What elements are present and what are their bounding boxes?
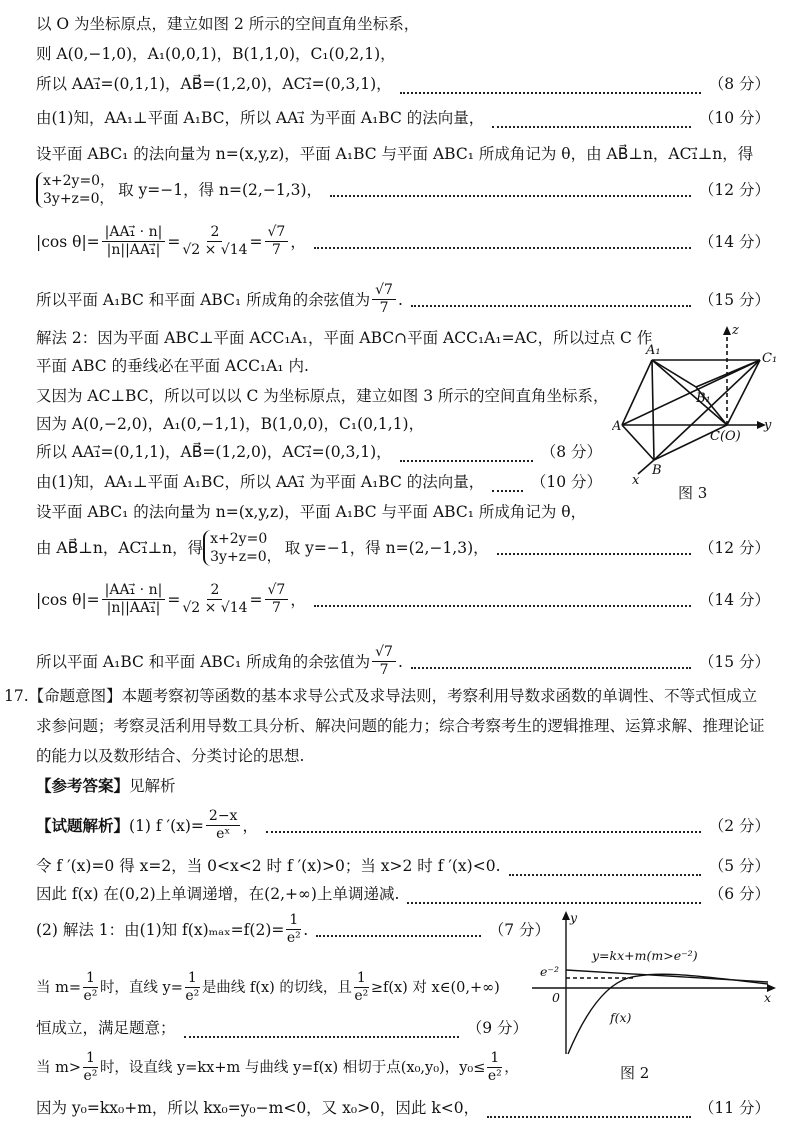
eq: 3y+z=0， bbox=[43, 191, 114, 207]
numerator: 1 bbox=[83, 970, 98, 988]
numerator: √7 bbox=[372, 282, 396, 300]
denominator: e² bbox=[286, 930, 301, 946]
figure-2 bbox=[528, 908, 784, 1058]
denominator: e² bbox=[83, 988, 98, 1004]
numerator: √7 bbox=[372, 644, 396, 662]
text: . bbox=[303, 920, 309, 939]
fraction bbox=[265, 224, 289, 259]
fraction bbox=[102, 224, 166, 259]
score: （15 分） bbox=[698, 290, 770, 309]
label-A1: A₁ bbox=[646, 343, 661, 358]
edge-A1C bbox=[652, 360, 727, 425]
text: 时，设直线 y=kx+m 与曲线 y=f(x) 相切于点(x₀,y₀)，y₀≤ bbox=[99, 1059, 486, 1076]
text-line bbox=[36, 282, 770, 317]
figure-3 bbox=[612, 322, 780, 502]
edge-C1C bbox=[727, 360, 760, 425]
label-e2: e⁻² bbox=[540, 964, 560, 979]
eq: x+2y=0 bbox=[210, 531, 268, 547]
fraction bbox=[182, 224, 247, 259]
edge-AC1 bbox=[622, 360, 760, 425]
label-x: x bbox=[764, 990, 772, 1005]
label-B: B bbox=[652, 463, 662, 478]
text-line bbox=[36, 172, 770, 208]
leader-dots bbox=[330, 183, 691, 197]
text: = bbox=[249, 590, 263, 609]
score: （5 分） bbox=[708, 857, 770, 875]
equation-system bbox=[36, 172, 114, 208]
text-line: 设平面 ABC₁ 的法向量为 n=(x,y,z)，平面 A₁BC 与平面 ABC₁ 所成角记为 θ，由 AB⃗⊥n，AC₁⃗⊥n，得 bbox=[36, 145, 754, 163]
eq: x+2y=0， bbox=[43, 173, 115, 189]
eq: 3y+z=0， bbox=[210, 549, 281, 565]
label-x: x bbox=[632, 473, 640, 488]
text: ， bbox=[242, 816, 258, 835]
numerator: 1 bbox=[185, 970, 200, 988]
heading: 【参考答案】 bbox=[36, 776, 130, 795]
text: 所以 AA₁⃗=(0,1,1)，AB⃗=(1,2,0)，AC₁⃗=(0,3,1)， bbox=[36, 443, 392, 461]
fraction bbox=[487, 1050, 502, 1085]
score: （8 分） bbox=[708, 75, 770, 93]
label-fx: f(x) bbox=[610, 1010, 632, 1025]
numerator: 2 bbox=[207, 224, 222, 242]
fraction bbox=[185, 970, 200, 1005]
numerator: √7 bbox=[265, 582, 289, 600]
figure-3-caption: 图 3 bbox=[678, 484, 708, 502]
text-line bbox=[36, 912, 550, 947]
numerator: √7 bbox=[265, 224, 289, 242]
text-line bbox=[36, 884, 770, 904]
leader-dots bbox=[497, 541, 691, 555]
edge-AB bbox=[622, 425, 654, 460]
text: (2) 解法 1：由(1)知 f(x)ₘₐₓ=f(2)= bbox=[36, 920, 285, 939]
leader-dots bbox=[411, 293, 691, 307]
text-line bbox=[36, 472, 602, 492]
text-line: 又因为 AC⊥BC，所以可以以 C 为坐标原点，建立如图 3 所示的空间直角坐标系， bbox=[36, 387, 609, 405]
leader-dots bbox=[492, 478, 523, 492]
numerator: 2−x bbox=[206, 808, 241, 826]
denominator: |n||AA₁⃗| bbox=[106, 242, 161, 258]
numerator: 1 bbox=[83, 1050, 98, 1068]
text-line bbox=[36, 808, 770, 843]
text: 所以平面 A₁BC 和平面 ABC₁ 所成角的余弦值为 bbox=[36, 290, 371, 309]
numerator: 1 bbox=[354, 970, 369, 988]
text: = bbox=[167, 590, 181, 609]
label-A: A bbox=[612, 419, 622, 434]
text-line bbox=[36, 1018, 528, 1038]
label-line: y=kx+m(m>e⁻²) bbox=[592, 948, 698, 963]
text-line: 的能力以及数形结合、分类讨论的思想. bbox=[36, 747, 305, 765]
text: 由(1)知，AA₁⊥平面 A₁BC，所以 AA₁⃗ 为平面 A₁BC 的法向量， bbox=[36, 109, 485, 127]
numerator: 2 bbox=[207, 582, 222, 600]
text-line bbox=[36, 1050, 519, 1085]
text: ， bbox=[290, 590, 306, 609]
text: = bbox=[249, 232, 263, 251]
fraction bbox=[286, 912, 301, 947]
text-line: 解法 2：因为平面 ABC⊥平面 ACC₁A₁，平面 ABC∩平面 ACC₁A₁=AC，所以过点 C 作 bbox=[36, 329, 653, 347]
text-line bbox=[36, 582, 770, 617]
text: 时，直线 y= bbox=[99, 979, 183, 996]
leader-dots bbox=[407, 890, 700, 904]
text: 令 f ′(x)=0 得 x=2，当 0<x<2 时 f ′(x)>0；当 x>2 时 f ′(x)<0. bbox=[36, 857, 501, 875]
text: 当 m= bbox=[36, 979, 82, 996]
figure-2-caption: 图 2 bbox=[620, 1064, 650, 1082]
denominator: 7 bbox=[379, 300, 389, 316]
label-origin: 0 bbox=[552, 990, 560, 1005]
score: （10 分） bbox=[698, 109, 770, 127]
text-line bbox=[36, 442, 602, 462]
denominator: |n||AA₁⃗| bbox=[106, 600, 161, 616]
text: 由(1)知，AA₁⊥平面 A₁BC，所以 AA₁⃗ 为平面 A₁BC 的法向量， bbox=[36, 473, 485, 491]
numerator: 1 bbox=[487, 1050, 502, 1068]
fraction bbox=[182, 582, 247, 617]
text-line: 因为 A(0,−2,0)，A₁(0,−1,1)，B(1,0,0)，C₁(0,1,1)， bbox=[36, 415, 425, 433]
text: 由 AB⃗⊥n，AC₁⃗⊥n，得 bbox=[36, 539, 204, 557]
text: 所以平面 A₁BC 和平面 ABC₁ 所成角的余弦值为 bbox=[36, 652, 371, 671]
label-y: y bbox=[570, 910, 578, 925]
score: （14 分） bbox=[698, 590, 770, 609]
denominator: e² bbox=[354, 988, 369, 1004]
text: 因此 f(x) 在(0,2)上单调递增，在(2,+∞)上单调递减. bbox=[36, 885, 400, 903]
text: 因为 y₀=kx₀+m，所以 kx₀=y₀−m<0，又 x₀>0，因此 k<0， bbox=[36, 1099, 480, 1117]
leader-dots bbox=[184, 1024, 459, 1038]
label-C1: C₁ bbox=[762, 351, 778, 366]
fraction bbox=[102, 582, 166, 617]
curve-fx bbox=[568, 974, 768, 1054]
text-line bbox=[36, 970, 500, 1005]
text: 恒成立，满足题意； bbox=[36, 1019, 176, 1037]
leader-dots bbox=[316, 923, 480, 937]
text-line: 17.【命题意图】本题考察初等函数的基本求导公式及求导法则，考察利用导数求函数的单调性、不等式恒成立 bbox=[4, 687, 758, 705]
score: （2 分） bbox=[708, 816, 770, 835]
text: 所以 AA₁⃗=(0,1,1)，AB⃗=(1,2,0)，AC₁⃗=(0,3,1)， bbox=[36, 75, 392, 93]
fraction bbox=[354, 970, 369, 1005]
text: = bbox=[167, 232, 181, 251]
text-line: 平面 ABC 的垂线必在平面 ACC₁A₁ 内. bbox=[36, 357, 309, 375]
fraction bbox=[83, 970, 98, 1005]
leader-dots bbox=[411, 655, 691, 669]
text: ≥f(x) 对 x∈(0,+∞) bbox=[370, 979, 500, 996]
denominator: e² bbox=[83, 1068, 98, 1084]
leader-dots bbox=[314, 593, 691, 607]
score: （10 分） bbox=[530, 473, 602, 491]
text-line bbox=[36, 644, 770, 679]
text-line bbox=[36, 530, 770, 566]
text: . bbox=[397, 652, 403, 671]
text-line bbox=[36, 74, 770, 94]
numerator: |AA₁⃗ · n| bbox=[102, 582, 166, 600]
text-line bbox=[36, 1098, 770, 1118]
text: 当 m> bbox=[36, 1059, 82, 1076]
denominator: √2 × √14 bbox=[182, 600, 248, 616]
score: （7 分） bbox=[488, 920, 550, 939]
text: 是曲线 f(x) 的切线，且 bbox=[201, 979, 352, 996]
label-C: C(O) bbox=[710, 429, 741, 444]
text-line bbox=[36, 108, 770, 128]
score: （12 分） bbox=[698, 539, 770, 557]
leader-dots bbox=[400, 448, 533, 462]
leader-dots bbox=[492, 114, 691, 128]
text: 取 y=−1，得 n=(2,−1,3)， bbox=[118, 181, 323, 199]
score: （11 分） bbox=[698, 1099, 770, 1117]
score: （8 分） bbox=[540, 443, 602, 461]
denominator: 7 bbox=[271, 242, 281, 258]
text: 见解析 bbox=[129, 777, 176, 795]
denominator: e² bbox=[487, 1068, 502, 1084]
denominator: 7 bbox=[379, 662, 389, 678]
edge-A1A bbox=[622, 360, 652, 425]
text-line: 求参问题；考察灵活利用导数工具分析、解决问题的能力；综合考察考生的逻辑推理、运算求解、推理论证 bbox=[36, 717, 765, 735]
leader-dots bbox=[266, 819, 701, 833]
tangent-line bbox=[566, 970, 768, 982]
text: . bbox=[397, 290, 403, 309]
text-line: 则 A(0,−1,0)，A₁(0,0,1)，B(1,1,0)，C₁(0,2,1)， bbox=[36, 45, 396, 63]
label-z: z bbox=[732, 323, 739, 338]
denominator: eˣ bbox=[216, 826, 231, 842]
score: （6 分） bbox=[708, 885, 770, 903]
text: |cos θ|= bbox=[36, 590, 100, 609]
heading: 【试题解析】 bbox=[36, 815, 130, 835]
fraction bbox=[206, 808, 241, 843]
label-y: y bbox=[764, 418, 772, 433]
text: 取 y=−1，得 n=(2,−1,3)， bbox=[284, 539, 489, 557]
label-B1: B₁ bbox=[696, 391, 711, 406]
text-line bbox=[36, 856, 770, 876]
score: （14 分） bbox=[698, 232, 770, 251]
text-line bbox=[36, 776, 176, 796]
text-line: 以 O 为坐标原点，建立如图 2 所示的空间直角坐标系， bbox=[36, 15, 420, 33]
fraction bbox=[265, 582, 289, 617]
leader-dots bbox=[314, 235, 691, 249]
z-arrow bbox=[723, 326, 731, 335]
denominator: 7 bbox=[271, 600, 281, 616]
score: （12 分） bbox=[698, 181, 770, 199]
numerator: |AA₁⃗ · n| bbox=[102, 224, 166, 242]
denominator: √2 × √14 bbox=[182, 242, 248, 258]
fraction bbox=[83, 1050, 98, 1085]
leader-dots bbox=[400, 80, 701, 94]
text: (1) f ′(x)= bbox=[129, 816, 204, 835]
text: |cos θ|= bbox=[36, 232, 100, 251]
leader-dots bbox=[487, 1104, 691, 1118]
score: （15 分） bbox=[698, 652, 770, 671]
fraction bbox=[372, 282, 396, 317]
edge-A1B1 bbox=[652, 360, 696, 387]
denominator: e² bbox=[185, 988, 200, 1004]
text: ， bbox=[504, 1059, 519, 1076]
text: ， bbox=[290, 232, 306, 251]
numerator: 1 bbox=[286, 912, 301, 930]
leader-dots bbox=[509, 862, 701, 876]
edge-B1C1 bbox=[696, 360, 760, 387]
score: （9 分） bbox=[466, 1019, 528, 1037]
text-line bbox=[36, 224, 770, 259]
fraction bbox=[372, 644, 396, 679]
y-arrow bbox=[562, 911, 570, 920]
equation-system bbox=[203, 530, 281, 566]
text-line: 设平面 ABC₁ 的法向量为 n=(x,y,z)，平面 A₁BC 与平面 ABC₁ 所成角记为 θ， bbox=[36, 503, 587, 521]
